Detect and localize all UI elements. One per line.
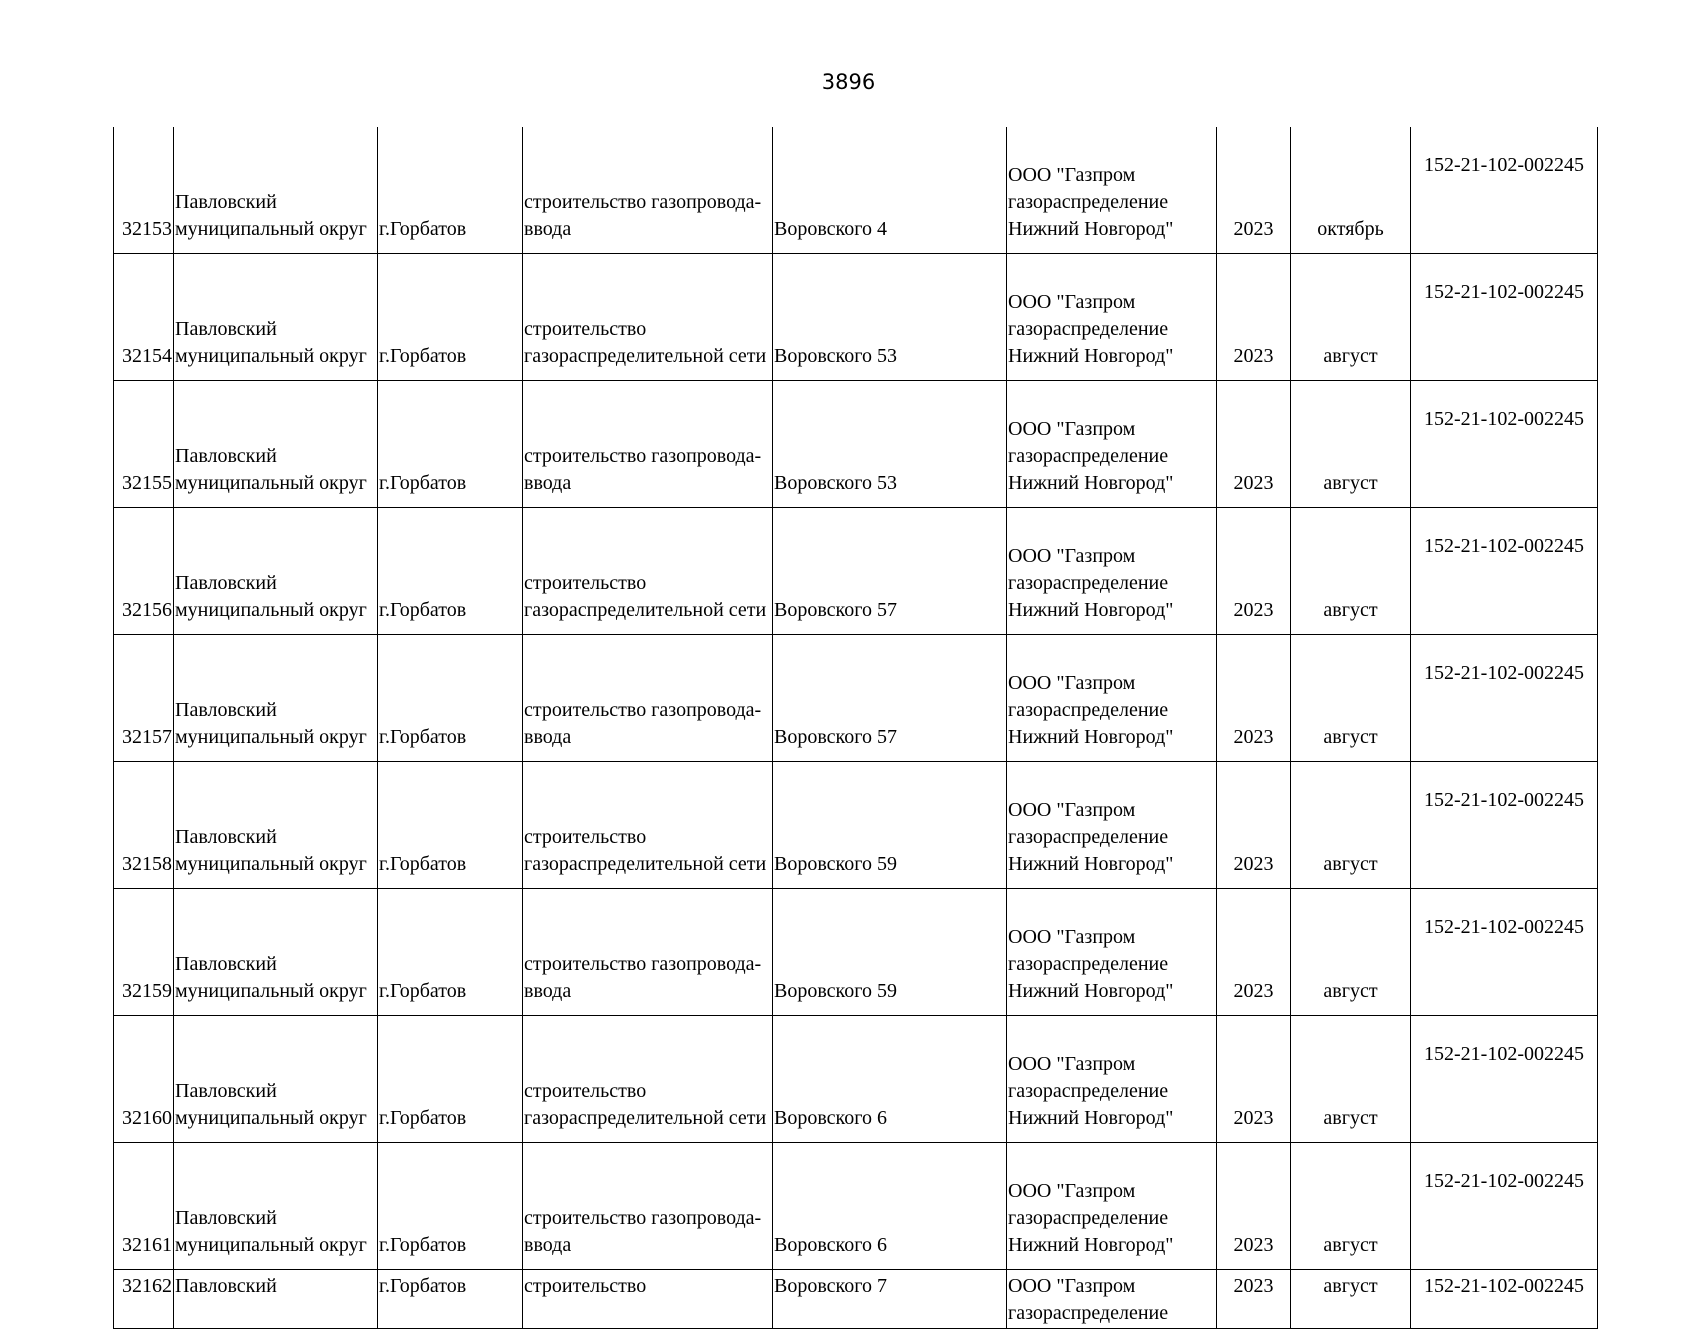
year-text: 2023 (1233, 1275, 1274, 1297)
code-text: 152-21-102-002245 (1424, 1275, 1584, 1297)
work-type-text: строительство газопровода- (524, 191, 762, 213)
work-type-text: строительство газопровода- (524, 699, 762, 721)
organization-text: ООО "Газпром (1008, 1275, 1136, 1297)
code-text: 152-21-102-002245 (1424, 916, 1584, 938)
address-text: Воровского 6 (774, 1107, 887, 1129)
year-text: 2023 (1233, 980, 1274, 1002)
month-text: август (1323, 599, 1378, 621)
work-type-cell (523, 127, 773, 254)
year-cell (1217, 508, 1291, 635)
municipality-text: Павловский (175, 1275, 277, 1297)
table-row (114, 635, 1598, 762)
city-text: г.Горбатов (379, 853, 467, 875)
row-number-cell (114, 508, 174, 635)
objects-table (113, 127, 1598, 1329)
row-number-cell (114, 1016, 174, 1143)
organization-text: газораспределение (1008, 445, 1169, 467)
month-text: август (1323, 345, 1378, 367)
organization-text: газораспределение (1008, 826, 1169, 848)
city-cell (378, 635, 523, 762)
row-number-text: 32161 (122, 1234, 172, 1256)
address-cell (773, 1270, 1007, 1329)
organization-text: газораспределение (1008, 953, 1169, 975)
city-cell (378, 1270, 523, 1329)
work-type-cell (523, 1143, 773, 1270)
city-text: г.Горбатов (379, 218, 467, 240)
code-text: 152-21-102-002245 (1424, 281, 1584, 303)
organization-text: Нижний Новгород" (1008, 218, 1174, 240)
organization-cell (1007, 127, 1217, 254)
municipality-cell (174, 635, 378, 762)
city-text: г.Горбатов (379, 1234, 467, 1256)
table-row (114, 1270, 1598, 1329)
organization-text: ООО "Газпром (1008, 926, 1136, 948)
code-cell (1411, 381, 1598, 508)
city-text: г.Горбатов (379, 726, 467, 748)
address-text: Воровского 59 (774, 980, 897, 1002)
row-number-cell (114, 762, 174, 889)
work-type-text: строительство (524, 826, 647, 848)
organization-cell (1007, 508, 1217, 635)
address-text: Воровского 53 (774, 345, 897, 367)
work-type-text: строительство (524, 572, 647, 594)
year-text: 2023 (1233, 345, 1274, 367)
work-type-cell (523, 508, 773, 635)
code-cell (1411, 889, 1598, 1016)
code-text: 152-21-102-002245 (1424, 408, 1584, 430)
work-type-text: газораспределительной сети (524, 1107, 767, 1129)
table-row (114, 508, 1598, 635)
organization-text: Нижний Новгород" (1008, 1234, 1174, 1256)
work-type-cell (523, 889, 773, 1016)
organization-text: ООО "Газпром (1008, 291, 1136, 313)
table-row (114, 254, 1598, 381)
organization-text: ООО "Газпром (1008, 418, 1136, 440)
address-text: Воровского 4 (774, 218, 887, 240)
address-cell (773, 381, 1007, 508)
organization-cell (1007, 1143, 1217, 1270)
city-text: г.Горбатов (379, 1275, 467, 1297)
city-cell (378, 254, 523, 381)
code-text: 152-21-102-002245 (1424, 1170, 1584, 1192)
code-cell (1411, 762, 1598, 889)
organization-text: газораспределение (1008, 318, 1169, 340)
year-text: 2023 (1233, 472, 1274, 494)
municipality-text: муниципальный округ (175, 853, 367, 875)
organization-text: ООО "Газпром (1008, 164, 1136, 186)
month-cell (1291, 1270, 1411, 1329)
work-type-text: строительство газопровода- (524, 1207, 762, 1229)
organization-text: ООО "Газпром (1008, 672, 1136, 694)
municipality-text: муниципальный округ (175, 218, 367, 240)
organization-text: Нижний Новгород" (1008, 853, 1174, 875)
municipality-cell (174, 762, 378, 889)
page-number: 3896 (821, 70, 876, 94)
year-cell (1217, 635, 1291, 762)
month-text: август (1323, 1107, 1378, 1129)
work-type-text: газораспределительной сети (524, 345, 767, 367)
work-type-text: ввода (524, 472, 572, 494)
code-cell (1411, 1016, 1598, 1143)
work-type-text: строительство (524, 1080, 647, 1102)
work-type-text: ввода (524, 726, 572, 748)
organization-cell (1007, 1016, 1217, 1143)
year-cell (1217, 762, 1291, 889)
municipality-text: Павловский (175, 445, 277, 467)
organization-text: Нижний Новгород" (1008, 472, 1174, 494)
organization-cell (1007, 1270, 1217, 1329)
city-cell (378, 889, 523, 1016)
work-type-text: строительство (524, 1275, 647, 1297)
municipality-cell (174, 381, 378, 508)
address-text: Воровского 7 (774, 1275, 887, 1297)
row-number-text: 32158 (122, 853, 172, 875)
organization-text: газораспределение (1008, 1207, 1169, 1229)
table-row (114, 762, 1598, 889)
year-cell (1217, 1270, 1291, 1329)
municipality-text: Павловский (175, 191, 277, 213)
month-text: август (1323, 853, 1378, 875)
organization-text: ООО "Газпром (1008, 799, 1136, 821)
year-text: 2023 (1233, 218, 1274, 240)
row-number-cell (114, 635, 174, 762)
city-text: г.Горбатов (379, 472, 467, 494)
municipality-text: Павловский (175, 953, 277, 975)
code-cell (1411, 1270, 1598, 1329)
city-cell (378, 762, 523, 889)
address-cell (773, 762, 1007, 889)
work-type-text: строительство газопровода- (524, 445, 762, 467)
address-cell (773, 889, 1007, 1016)
work-type-text: строительство газопровода- (524, 953, 762, 975)
code-cell (1411, 127, 1598, 254)
code-cell (1411, 635, 1598, 762)
table-row (114, 889, 1598, 1016)
work-type-cell (523, 1016, 773, 1143)
month-cell (1291, 508, 1411, 635)
year-text: 2023 (1233, 599, 1274, 621)
code-text: 152-21-102-002245 (1424, 662, 1584, 684)
work-type-cell (523, 254, 773, 381)
address-text: Воровского 59 (774, 853, 897, 875)
month-cell (1291, 1016, 1411, 1143)
municipality-text: Павловский (175, 572, 277, 594)
month-text: август (1323, 1275, 1378, 1297)
address-cell (773, 1143, 1007, 1270)
month-text: август (1323, 472, 1378, 494)
municipality-cell (174, 1270, 378, 1329)
year-cell (1217, 381, 1291, 508)
work-type-cell (523, 1270, 773, 1329)
row-number-cell (114, 381, 174, 508)
row-number-cell (114, 889, 174, 1016)
address-cell (773, 508, 1007, 635)
row-number-text: 32153 (122, 218, 172, 240)
address-cell (773, 1016, 1007, 1143)
year-cell (1217, 1143, 1291, 1270)
work-type-text: строительство (524, 318, 647, 340)
work-type-text: ввода (524, 1234, 572, 1256)
address-cell (773, 254, 1007, 381)
municipality-text: муниципальный округ (175, 1107, 367, 1129)
work-type-text: ввода (524, 980, 572, 1002)
month-cell (1291, 254, 1411, 381)
code-cell (1411, 1143, 1598, 1270)
code-text: 152-21-102-002245 (1424, 154, 1584, 176)
year-text: 2023 (1233, 1234, 1274, 1256)
year-cell (1217, 1016, 1291, 1143)
row-number-text: 32160 (122, 1107, 172, 1129)
month-cell (1291, 381, 1411, 508)
municipality-cell (174, 254, 378, 381)
month-cell (1291, 889, 1411, 1016)
organization-text: газораспределение (1008, 191, 1169, 213)
row-number-text: 32159 (122, 980, 172, 1002)
city-cell (378, 1016, 523, 1143)
municipality-cell (174, 127, 378, 254)
city-text: г.Горбатов (379, 345, 467, 367)
row-number-cell (114, 127, 174, 254)
city-text: г.Горбатов (379, 980, 467, 1002)
table-row (114, 1016, 1598, 1143)
address-text: Воровского 57 (774, 599, 897, 621)
month-cell (1291, 762, 1411, 889)
organization-text: газораспределение (1008, 699, 1169, 721)
city-cell (378, 1143, 523, 1270)
municipality-text: муниципальный округ (175, 726, 367, 748)
organization-cell (1007, 889, 1217, 1016)
row-number-cell (114, 1270, 174, 1329)
organization-cell (1007, 254, 1217, 381)
code-cell (1411, 508, 1598, 635)
address-text: Воровского 6 (774, 1234, 887, 1256)
code-text: 152-21-102-002245 (1424, 535, 1584, 557)
organization-text: Нижний Новгород" (1008, 345, 1174, 367)
month-text: август (1323, 980, 1378, 1002)
address-text: Воровского 53 (774, 472, 897, 494)
work-type-cell (523, 635, 773, 762)
work-type-text: газораспределительной сети (524, 853, 767, 875)
organization-text: газораспределение (1008, 1080, 1169, 1102)
organization-text: ООО "Газпром (1008, 1180, 1136, 1202)
organization-text: ООО "Газпром (1008, 545, 1136, 567)
organization-text: ООО "Газпром (1008, 1053, 1136, 1075)
city-text: г.Горбатов (379, 599, 467, 621)
city-cell (378, 508, 523, 635)
year-cell (1217, 254, 1291, 381)
municipality-text: муниципальный округ (175, 980, 367, 1002)
organization-text: Нижний Новгород" (1008, 726, 1174, 748)
organization-cell (1007, 762, 1217, 889)
row-number-text: 32162 (122, 1275, 172, 1297)
year-text: 2023 (1233, 1107, 1274, 1129)
row-number-text: 32154 (122, 345, 172, 367)
row-number-text: 32156 (122, 599, 172, 621)
table-row (114, 127, 1598, 254)
municipality-text: муниципальный округ (175, 1234, 367, 1256)
municipality-text: муниципальный округ (175, 345, 367, 367)
city-cell (378, 381, 523, 508)
municipality-text: муниципальный округ (175, 599, 367, 621)
municipality-text: муниципальный округ (175, 472, 367, 494)
organization-text: Нижний Новгород" (1008, 980, 1174, 1002)
year-cell (1217, 889, 1291, 1016)
row-number-cell (114, 254, 174, 381)
city-text: г.Горбатов (379, 1107, 467, 1129)
work-type-cell (523, 381, 773, 508)
organization-cell (1007, 635, 1217, 762)
municipality-text: Павловский (175, 826, 277, 848)
row-number-cell (114, 1143, 174, 1270)
row-number-text: 32155 (122, 472, 172, 494)
year-text: 2023 (1233, 853, 1274, 875)
month-text: октябрь (1317, 218, 1384, 240)
month-text: август (1323, 726, 1378, 748)
organization-text: Нижний Новгород" (1008, 599, 1174, 621)
address-text: Воровского 57 (774, 726, 897, 748)
work-type-text: ввода (524, 218, 572, 240)
organization-text: газораспределение (1008, 1302, 1169, 1324)
code-text: 152-21-102-002245 (1424, 1043, 1584, 1065)
month-text: август (1323, 1234, 1378, 1256)
work-type-cell (523, 762, 773, 889)
organization-text: газораспределение (1008, 572, 1169, 594)
city-cell (378, 127, 523, 254)
table-row (114, 381, 1598, 508)
municipality-text: Павловский (175, 699, 277, 721)
municipality-text: Павловский (175, 1080, 277, 1102)
municipality-text: Павловский (175, 1207, 277, 1229)
municipality-cell (174, 1143, 378, 1270)
table-row (114, 1143, 1598, 1270)
month-cell (1291, 635, 1411, 762)
municipality-cell (174, 508, 378, 635)
year-text: 2023 (1233, 726, 1274, 748)
month-cell (1291, 1143, 1411, 1270)
municipality-text: Павловский (175, 318, 277, 340)
organization-text: Нижний Новгород" (1008, 1107, 1174, 1129)
municipality-cell (174, 889, 378, 1016)
month-cell (1291, 127, 1411, 254)
work-type-text: газораспределительной сети (524, 599, 767, 621)
address-cell (773, 635, 1007, 762)
address-cell (773, 127, 1007, 254)
municipality-cell (174, 1016, 378, 1143)
organization-cell (1007, 381, 1217, 508)
code-text: 152-21-102-002245 (1424, 789, 1584, 811)
row-number-text: 32157 (122, 726, 172, 748)
code-cell (1411, 254, 1598, 381)
year-cell (1217, 127, 1291, 254)
